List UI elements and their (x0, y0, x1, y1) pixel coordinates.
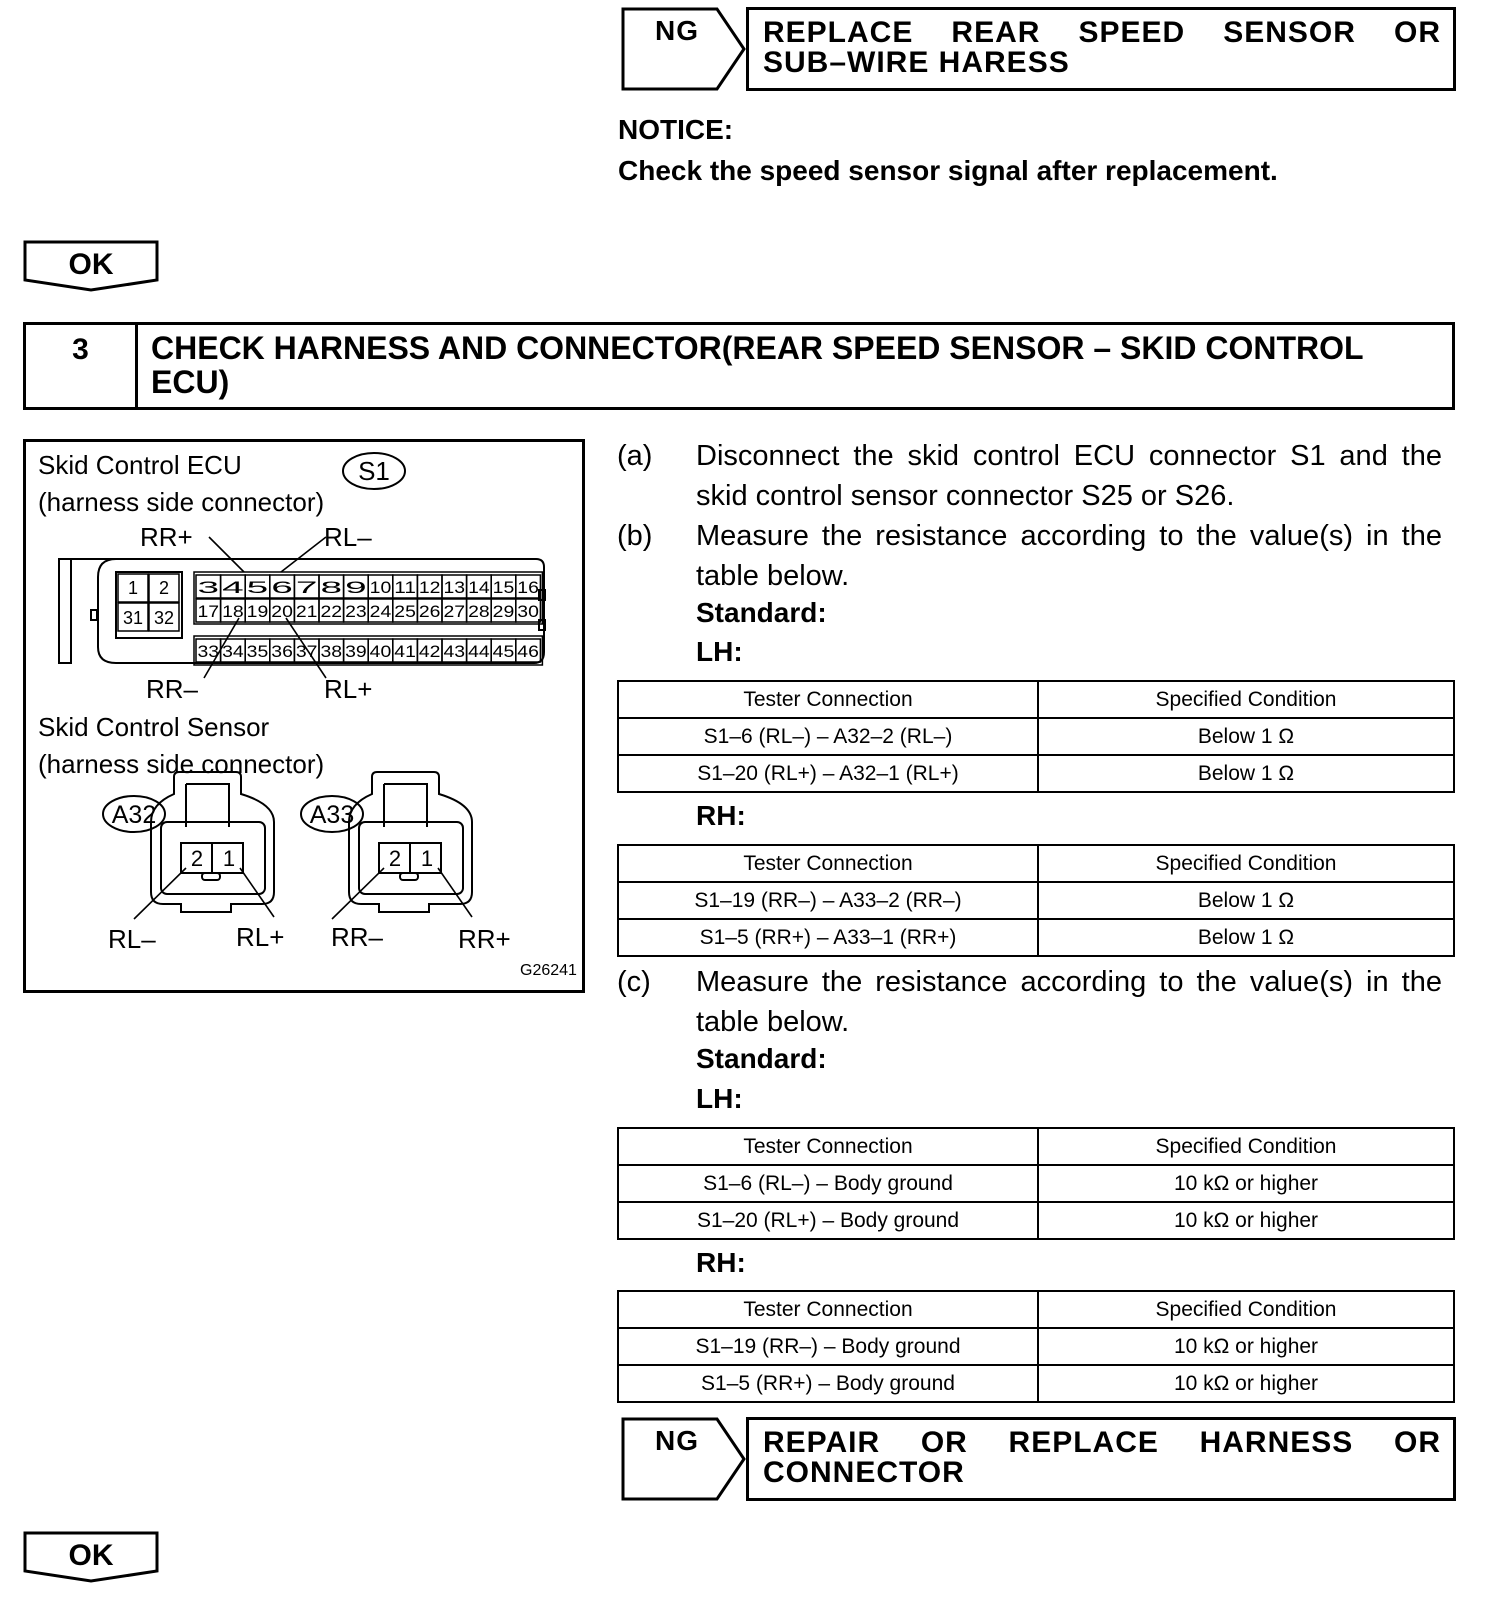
pin-number: 3 (197, 578, 220, 597)
pin-number: 8 (320, 578, 343, 597)
pin-number: 5 (246, 578, 269, 597)
pin-number: 17 (197, 602, 220, 621)
pin-number: 40 (369, 642, 392, 661)
table-cell: Below 1 Ω (1038, 718, 1454, 755)
table-cell: S1–20 (RL+) – Body ground (618, 1202, 1038, 1239)
pin-number: 43 (443, 642, 466, 661)
connector-figure (23, 439, 585, 993)
word: REPAIR (763, 1426, 881, 1459)
table-b-lh (617, 680, 1455, 793)
table-cell: Below 1 Ω (1038, 919, 1454, 956)
label-rr-minus-sensor: RR– (331, 922, 384, 952)
pin-number: 28 (468, 602, 490, 621)
pin-number: 20 (271, 602, 293, 621)
rh-label-c: RH: (696, 1247, 746, 1278)
pin-number: 24 (369, 602, 392, 621)
pin-number: 16 (517, 578, 539, 597)
table-row (618, 755, 1454, 792)
pin: 1 (127, 578, 139, 598)
table-header-row (618, 845, 1454, 882)
pin-number: 13 (443, 578, 466, 597)
sensor-a-pin2: 2 (190, 846, 204, 871)
pin-number: 25 (394, 602, 416, 621)
pin-number: 44 (468, 642, 490, 661)
header-cell: Tester Connection (618, 845, 1038, 882)
notice-text: Check the speed sensor signal after replacement. (618, 155, 1278, 186)
word: HARNESS (1199, 1426, 1354, 1459)
ok-label: OK (68, 1539, 114, 1572)
word: OR (1394, 1426, 1441, 1459)
pin-number: 18 (222, 602, 244, 621)
header-cell: Tester Connection (618, 681, 1038, 718)
lh-label-c: LH: (696, 1083, 743, 1114)
sensor-connector-a33 (301, 772, 472, 912)
ng-result-replace-sensor (746, 7, 1456, 91)
ng-arrow (621, 7, 746, 91)
notice-title: NOTICE: (618, 114, 734, 145)
pin-number: 35 (246, 642, 269, 661)
sensor-connector-a32 (103, 772, 274, 912)
ng-result-line2: CONNECTOR (763, 1456, 965, 1489)
header-cell: Specified Condition (1038, 845, 1454, 882)
table-row (618, 882, 1454, 919)
ng-arrow (621, 1417, 746, 1501)
sensor-b-pin2: 2 (388, 846, 402, 871)
ng-label: NG (655, 15, 699, 46)
ecu-harness-label: (harness side connector) (38, 487, 325, 517)
pin-number: 34 (222, 642, 244, 661)
table-cell: S1–5 (RR+) – A33–1 (RR+) (618, 919, 1038, 956)
ok-label: OK (68, 248, 114, 281)
pin: 2 (158, 578, 170, 598)
label-rr-plus: RR+ (140, 522, 193, 552)
rh-label-b: RH: (696, 800, 746, 831)
table-header-row (618, 1291, 1454, 1328)
ecu-title: Skid Control ECU (38, 450, 242, 480)
table-row (618, 1365, 1454, 1402)
label-rl-plus-sensor: RL+ (236, 922, 285, 952)
ng-label: NG (655, 1425, 699, 1456)
header-cell: Specified Condition (1038, 1128, 1454, 1165)
pin-number: 23 (345, 602, 367, 621)
table-cell: S1–6 (RL–) – A32–2 (RL–) (618, 718, 1038, 755)
table-cell: 10 kΩ or higher (1038, 1328, 1454, 1365)
label-rr-plus-sensor: RR+ (458, 924, 511, 954)
word: REAR (951, 16, 1041, 49)
word: REPLACE (1008, 1426, 1159, 1459)
pin-number: 9 (345, 578, 367, 597)
pin-number: 30 (517, 602, 539, 621)
pin-number: 33 (197, 642, 220, 661)
table-cell: S1–19 (RR–) – A33–2 (RR–) (618, 882, 1038, 919)
sensor-b-id: A33 (309, 801, 355, 829)
step-b-text: Measure the resistance according to the value(s) in the table below. (696, 520, 1442, 592)
table-row (618, 1165, 1454, 1202)
pin: 31 (122, 608, 144, 628)
pin-number: 22 (320, 602, 343, 621)
table-row (618, 718, 1454, 755)
table-cell: 10 kΩ or higher (1038, 1165, 1454, 1202)
header-cell: Tester Connection (618, 1128, 1038, 1165)
standard-label-c: Standard: (696, 1043, 827, 1074)
table-cell: S1–6 (RL–) – Body ground (618, 1165, 1038, 1202)
sensor-harness-label: (harness side connector) (38, 749, 325, 779)
step-b-marker: (b) (617, 520, 653, 552)
sensor-a-id: A32 (111, 801, 157, 829)
step-header (23, 322, 1455, 410)
ng-result-line1 (763, 1428, 1441, 1458)
pin-number: 21 (295, 602, 318, 621)
sensor-title: Skid Control Sensor (38, 712, 270, 742)
word: REPLACE (763, 16, 914, 49)
step-a-marker: (a) (617, 440, 653, 472)
header-cell: Specified Condition (1038, 681, 1454, 718)
sensor-b-pin1: 1 (420, 846, 434, 871)
table-cell: S1–5 (RR+) – Body ground (618, 1365, 1038, 1402)
pin-number: 39 (345, 642, 367, 661)
step-title: CHECK HARNESS AND CONNECTOR(REAR SPEED SENSOR – SKID CONTROL ECU) (151, 330, 1363, 400)
ok-marker (23, 1531, 159, 1583)
pin: 32 (153, 608, 175, 628)
word: SPEED (1078, 16, 1186, 49)
standard-label-b: Standard: (696, 597, 827, 628)
pin-number: 19 (246, 602, 269, 621)
ng-result-line1 (763, 18, 1441, 48)
sensor-a-pin1: 1 (222, 846, 236, 871)
table-cell: 10 kΩ or higher (1038, 1365, 1454, 1402)
table-b-rh (617, 844, 1455, 957)
table-c-rh (617, 1290, 1455, 1403)
table-header-row (618, 681, 1454, 718)
pin-number: 15 (492, 578, 515, 597)
label-rl-plus: RL+ (324, 674, 373, 704)
ng-result-repair-harness (746, 1417, 1456, 1501)
table-cell: S1–20 (RL+) – A32–1 (RL+) (618, 755, 1038, 792)
pin-number: 46 (517, 642, 539, 661)
pin-number: 29 (492, 602, 515, 621)
label-rl-minus: RL– (324, 522, 372, 552)
figure-code: G26241 (520, 962, 577, 979)
table-header-row (618, 1128, 1454, 1165)
word: OR (1393, 16, 1441, 49)
pin-number: 38 (320, 642, 343, 661)
pin-number: 6 (271, 578, 293, 597)
label-rr-minus: RR– (146, 674, 199, 704)
table-cell: 10 kΩ or higher (1038, 1202, 1454, 1239)
ok-marker (23, 240, 159, 292)
table-cell: Below 1 Ω (1038, 755, 1454, 792)
word: OR (920, 1426, 968, 1459)
pin-number: 4 (222, 578, 244, 597)
step-a-text: Disconnect the skid control ECU connector S1 and the skid control sensor connector S25 or S26. (696, 440, 1442, 512)
ng-result-line2: SUB–WIRE HARESS (763, 46, 1070, 79)
pin-number: 42 (418, 642, 441, 661)
pin-number: 27 (443, 602, 466, 621)
pin-number: 14 (468, 578, 490, 597)
step-number: 3 (26, 325, 138, 407)
table-row (618, 919, 1454, 956)
s1-tag: S1 (358, 456, 390, 486)
table-cell: Below 1 Ω (1038, 882, 1454, 919)
table-c-lh (617, 1127, 1455, 1240)
pin-number: 7 (295, 578, 318, 597)
pin-number: 41 (394, 642, 416, 661)
table-row (618, 1202, 1454, 1239)
pin-number: 26 (418, 602, 441, 621)
ecu-pins-left (118, 574, 179, 631)
table-row (618, 1328, 1454, 1365)
pin-number: 11 (394, 578, 416, 597)
label-rl-minus-sensor: RL– (108, 924, 156, 954)
pin-number: 36 (271, 642, 293, 661)
step-c-marker: (c) (617, 966, 651, 998)
pin-number: 10 (369, 578, 392, 597)
word: SENSOR (1223, 16, 1356, 49)
table-cell: S1–19 (RR–) – Body ground (618, 1328, 1038, 1365)
pin-number: 37 (295, 642, 318, 661)
step-c-text: Measure the resistance according to the value(s) in the table below. (696, 966, 1442, 1038)
lh-label-b: LH: (696, 636, 743, 667)
ecu-pin-grid (194, 572, 542, 665)
pin-number: 12 (418, 578, 441, 597)
header-cell: Tester Connection (618, 1291, 1038, 1328)
header-cell: Specified Condition (1038, 1291, 1454, 1328)
pin-number: 45 (492, 642, 515, 661)
